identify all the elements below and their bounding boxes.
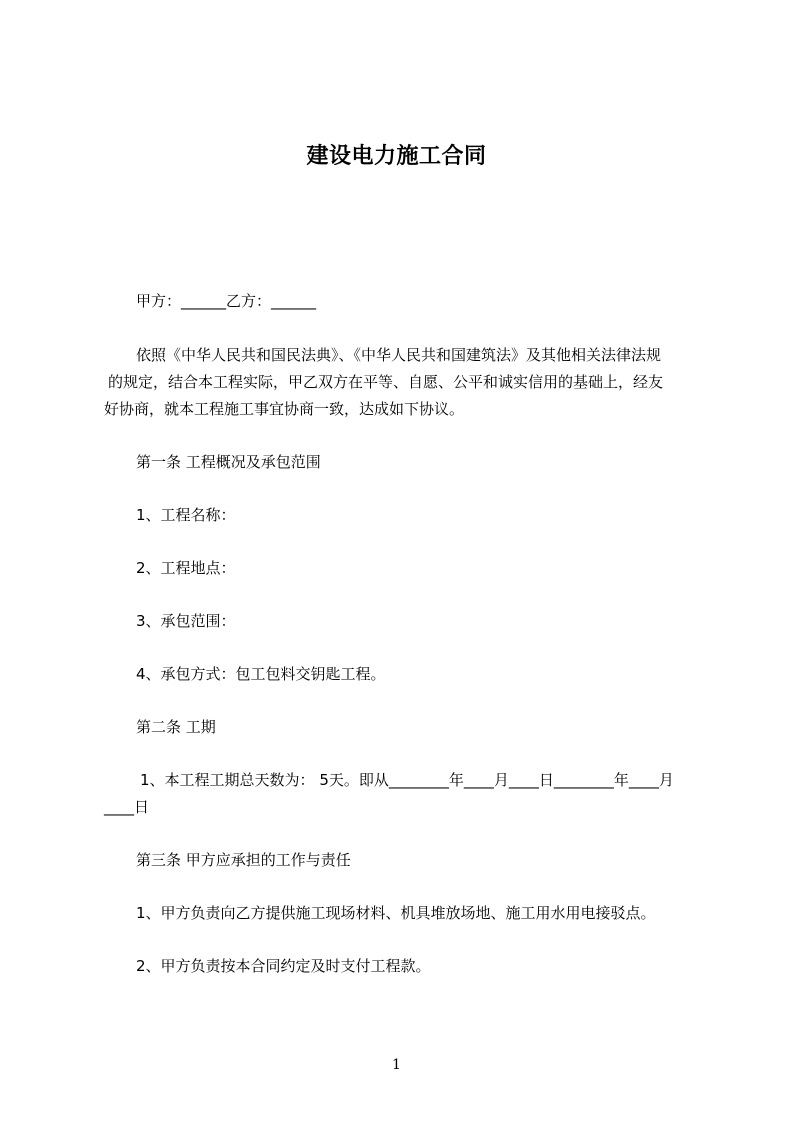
page-number: 1 [392, 1057, 401, 1073]
article-3-item-2: 2、甲方负责按本合同约定及时支付工程款。 [136, 957, 431, 975]
preamble-line-1: 依照《中华人民共和国民法典》、《中华人民共和国建筑法》及其他相关法律法规 [136, 346, 662, 364]
preamble-line-3: 好协商，就本工程施工事宜协商一致，达成如下协议。 [104, 400, 465, 418]
article-1-item-1: 1、工程名称： [136, 506, 236, 524]
article-2-item-1-line-2: ____日 [104, 798, 150, 816]
preamble-line-2: 的规定，结合本工程实际，甲乙双方在平等、自愿、公平和诚实信用的基础上，经友 [108, 373, 664, 391]
parties-line: 甲方：______乙方：______ [136, 292, 317, 310]
article-3-item-1: 1、甲方负责向乙方提供施工现场材料、机具堆放场地、施工用水用电接驳点。 [136, 904, 656, 922]
article-2-heading: 第二条 工期 [136, 718, 216, 736]
article-1-heading: 第一条 工程概况及承包范围 [136, 453, 321, 471]
article-3-heading: 第三条 甲方应承担的工作与责任 [136, 851, 351, 869]
article-1-item-4: 4、承包方式：包工包料交钥匙工程。 [136, 665, 386, 683]
document-title: 建设电力施工合同 [306, 144, 487, 169]
article-1-item-3: 3、承包范围： [136, 612, 236, 630]
article-1-item-2: 2、工程地点： [136, 559, 236, 577]
article-2-item-1-line-1: 1、本工程工期总天数为： 5天。即从________年____月____日________年____月 [140, 771, 674, 789]
